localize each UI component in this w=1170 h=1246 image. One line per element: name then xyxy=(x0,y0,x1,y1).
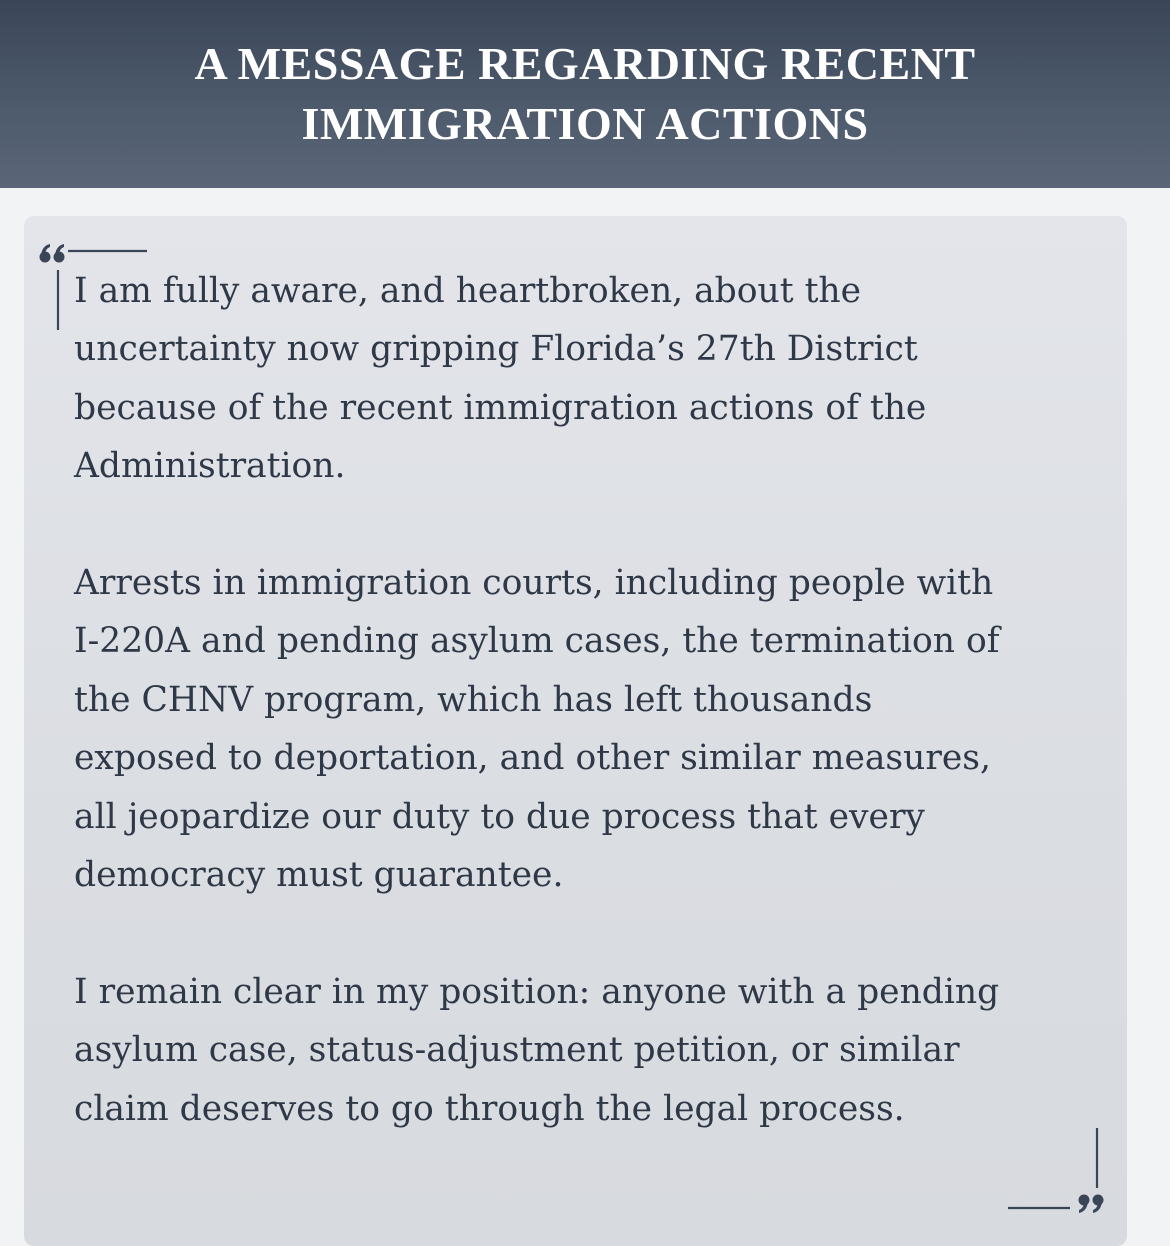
paragraph-line: because of the recent immigration actions of the xyxy=(74,387,927,428)
closing-quotation-mark-icon xyxy=(1000,1126,1120,1218)
paragraph-line: claim deserves to go through the legal process. xyxy=(74,1088,905,1129)
paragraph-spacer xyxy=(74,904,1084,962)
page-title-line-2: IMMIGRATION ACTIONS xyxy=(301,98,869,149)
header-banner xyxy=(0,0,1170,188)
paragraph-line: democracy must guarantee. xyxy=(74,855,564,896)
paragraph-line: Arrests in immigration courts, including people with xyxy=(74,563,994,604)
quote-body xyxy=(74,262,1084,1138)
paragraph-line: asylum case, status-adjustment petition, or similar xyxy=(74,1030,960,1071)
paragraph-line: all jeopardize our duty to due process that every xyxy=(74,796,925,837)
paragraph-line: the CHNV program, which has left thousands xyxy=(74,679,873,720)
paragraph-line: I remain clear in my position: anyone with a pending xyxy=(74,971,1000,1012)
paragraph-line: Administration. xyxy=(74,446,346,487)
paragraph-line: exposed to deportation, and other similar measures, xyxy=(74,738,991,779)
paragraph-line: I am fully aware, and heartbroken, about the xyxy=(74,271,862,311)
page-title-line-1: A MESSAGE REGARDING RECENT xyxy=(194,38,976,89)
quote-paragraph-1 xyxy=(74,262,1084,496)
quote-paragraph-3 xyxy=(74,963,1084,1138)
paragraph-line: I-220A and pending asylum cases, the termination of xyxy=(74,621,1000,662)
paragraph-spacer xyxy=(74,496,1084,554)
paragraph-line: uncertainty now gripping Florida’s 27th District xyxy=(74,329,918,370)
quote-paragraph-2 xyxy=(74,554,1084,904)
